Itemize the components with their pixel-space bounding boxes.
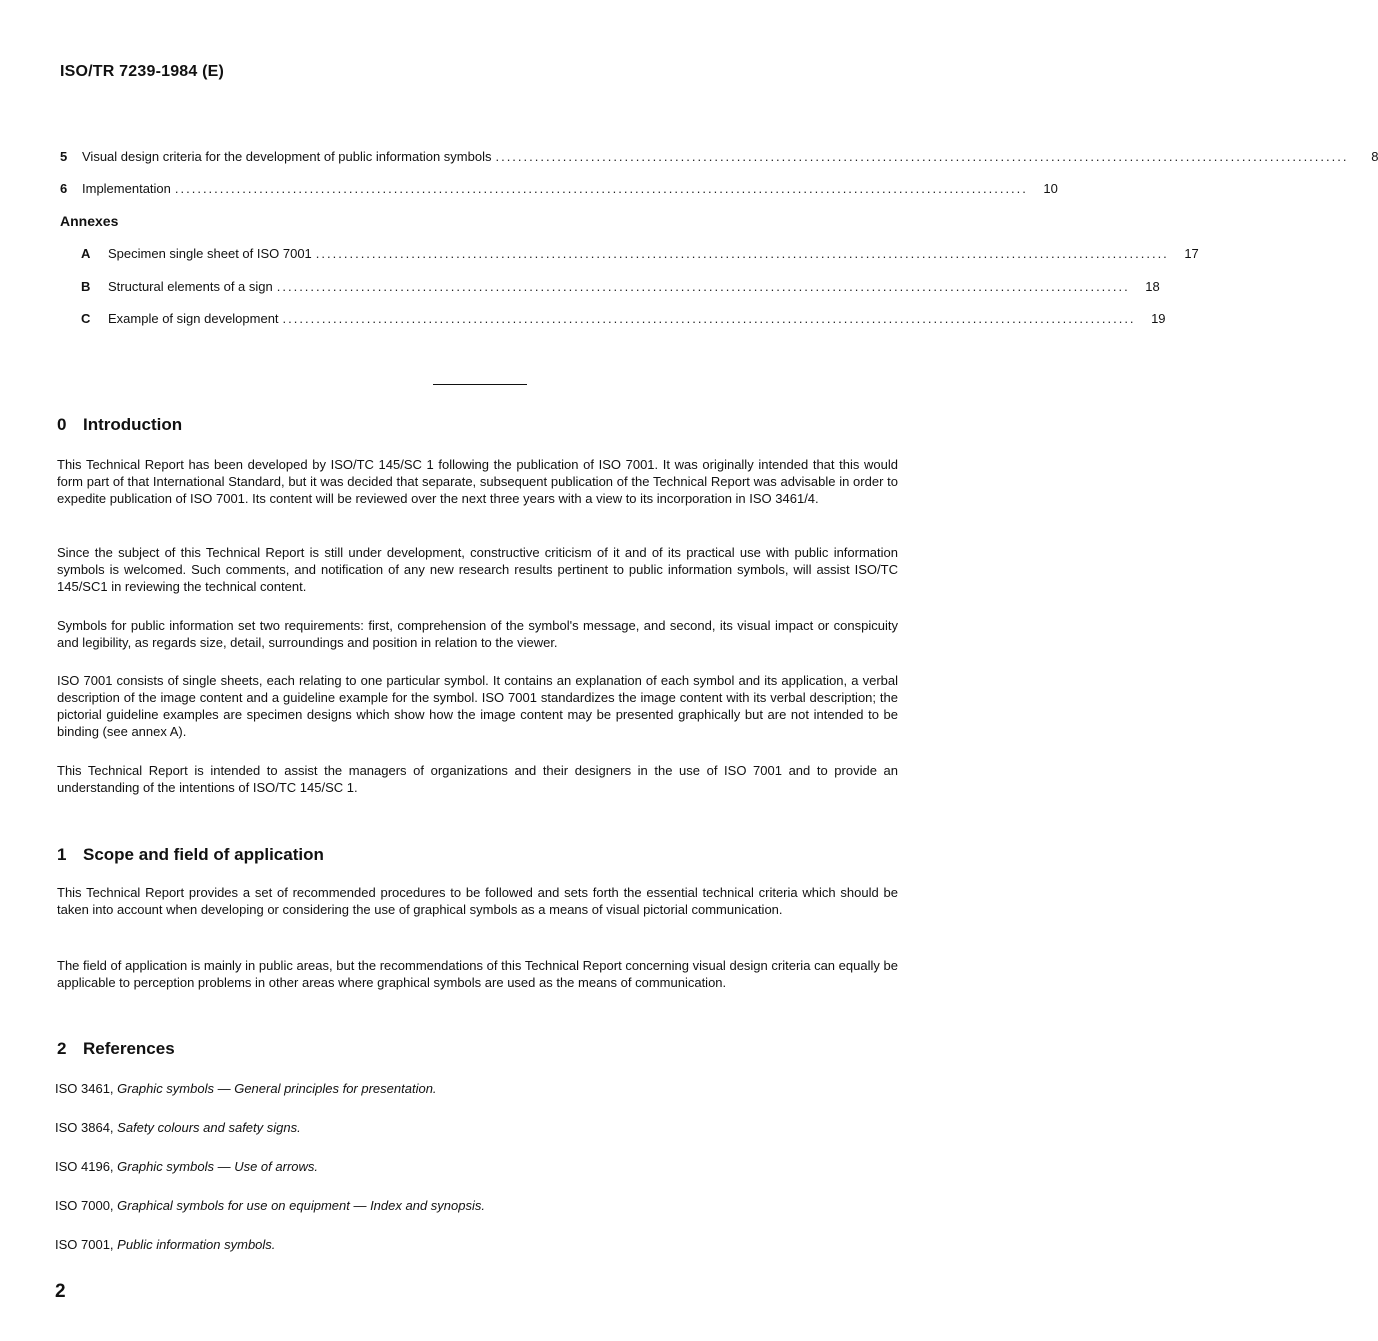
reference-title: Graphic symbols — General principles for presentation. — [117, 1081, 437, 1096]
toc-item-title: Implementation — [82, 181, 171, 196]
paragraph: This Technical Report has been developed by ISO/TC 145/SC 1 following the publication of ISO 7001. It was originally intended that this would form part of that International Standard, but it was decided that separate, subsequent publication of the Technical Report was advisable in order to expedite publication of ISO 7001. Its content will be reviewed over the next three years with a view to its incorporation in ISO 3461/4. — [57, 457, 898, 506]
toc-annex-item[interactable] — [81, 311, 1166, 331]
section-heading-scope — [57, 845, 324, 865]
toc-annex-page: 18 — [1145, 279, 1160, 294]
section-number: 0 — [57, 415, 67, 434]
reference-code: ISO 7000, — [55, 1198, 114, 1213]
toc-annex-letter: B — [81, 279, 91, 294]
section-title: References — [83, 1039, 175, 1058]
page-number: 2 — [55, 1281, 66, 1302]
toc-leader-dots: ........................................................................................................................................................ — [174, 181, 1028, 196]
reference-item — [55, 1120, 301, 1135]
section-heading-introduction — [57, 415, 182, 435]
paragraph: Since the subject of this Technical Report is still under development, constructive criticism of it and of its practical use with public information symbols is welcomed. Such comments, and notification of any new research results pertinent to public information symbols, will assist ISO/TC 145/SC1 in reviewing the technical content. — [57, 545, 898, 594]
paragraph: ISO 7001 consists of single sheets, each relating to one particular symbol. It contains an explanation of each symbol and its application, a verbal description of the image content and a guideline example for the symbol. ISO 7001 standardizes the image content with its verbal description; the pictorial guideline examples are specimen designs which show how the image content may be presented graphically but are not intended to be binding (see annex A). — [57, 673, 898, 739]
section-title: Scope and field of application — [83, 845, 324, 864]
toc-leader-dots: ........................................................................................................................................................ — [276, 279, 1130, 294]
section-divider — [433, 384, 527, 385]
document-header: ISO/TR 7239-1984 (E) — [60, 63, 225, 80]
toc-item-page: 10 — [1043, 181, 1058, 196]
toc-annex-item[interactable] — [81, 279, 1160, 299]
reference-code: ISO 4196, — [55, 1159, 114, 1174]
reference-code: ISO 3864, — [55, 1120, 114, 1135]
reference-item — [55, 1198, 485, 1213]
toc-item-number: 6 — [60, 181, 68, 196]
reference-item — [55, 1159, 318, 1174]
toc-item-number: 5 — [60, 149, 68, 164]
reference-title: Graphic symbols — Use of arrows. — [117, 1159, 319, 1174]
section-title: Introduction — [83, 415, 183, 434]
toc-leader-dots: ........................................................................................................................................................ — [282, 311, 1136, 326]
toc-annex-item[interactable] — [81, 246, 1199, 266]
section-number: 2 — [57, 1039, 67, 1058]
paragraph: The field of application is mainly in public areas, but the recommendations of this Technical Report concerning visual design criteria can equally be applicable to perception problems in other areas where graphical symbols are used as the means of communication. — [57, 958, 898, 990]
toc-annex-letter: A — [81, 246, 91, 261]
toc-annex-page: 17 — [1184, 246, 1199, 261]
toc-annex-page: 19 — [1151, 311, 1166, 326]
toc-item[interactable] — [60, 181, 1058, 201]
annexes-heading: Annexes — [60, 213, 119, 229]
reference-item — [55, 1237, 275, 1252]
toc-annex-title: Specimen single sheet of ISO 7001 — [108, 246, 312, 261]
reference-code: ISO 3461, — [55, 1081, 114, 1096]
reference-title: Safety colours and safety signs. — [117, 1120, 301, 1135]
reference-code: ISO 7001, — [55, 1237, 114, 1252]
paragraph: Symbols for public information set two requirements: first, comprehension of the symbol's message, and second, its visual impact or conspicuity and legibility, as regards size, detail, surroundings and position in relation to the viewer. — [57, 618, 898, 650]
toc-item-title: Visual design criteria for the development of public information symbols — [82, 149, 492, 164]
toc-item[interactable] — [60, 149, 1378, 169]
toc-item-page: 8 — [1371, 149, 1378, 164]
toc-annex-title: Structural elements of a sign — [108, 279, 273, 294]
toc-leader-dots: ........................................................................................................................................................ — [495, 149, 1349, 164]
toc-leader-dots: ........................................................................................................................................................ — [315, 246, 1169, 261]
toc-annex-title: Example of sign development — [108, 311, 279, 326]
paragraph: This Technical Report is intended to assist the managers of organizations and their designers in the use of ISO 7001 and to provide an understanding of the intentions of ISO/TC 145/SC 1. — [57, 763, 898, 795]
toc-annex-letter: C — [81, 311, 91, 326]
reference-item — [55, 1081, 437, 1096]
paragraph: This Technical Report provides a set of recommended procedures to be followed and sets forth the essential technical criteria which should be taken into account when developing or considering the use of graphical symbols as a means of visual pictorial communication. — [57, 885, 898, 917]
reference-title: Graphical symbols for use on equipment — Index and synopsis. — [117, 1198, 485, 1213]
reference-title: Public information symbols. — [117, 1237, 276, 1252]
section-number: 1 — [57, 845, 67, 864]
section-heading-references — [57, 1039, 175, 1059]
